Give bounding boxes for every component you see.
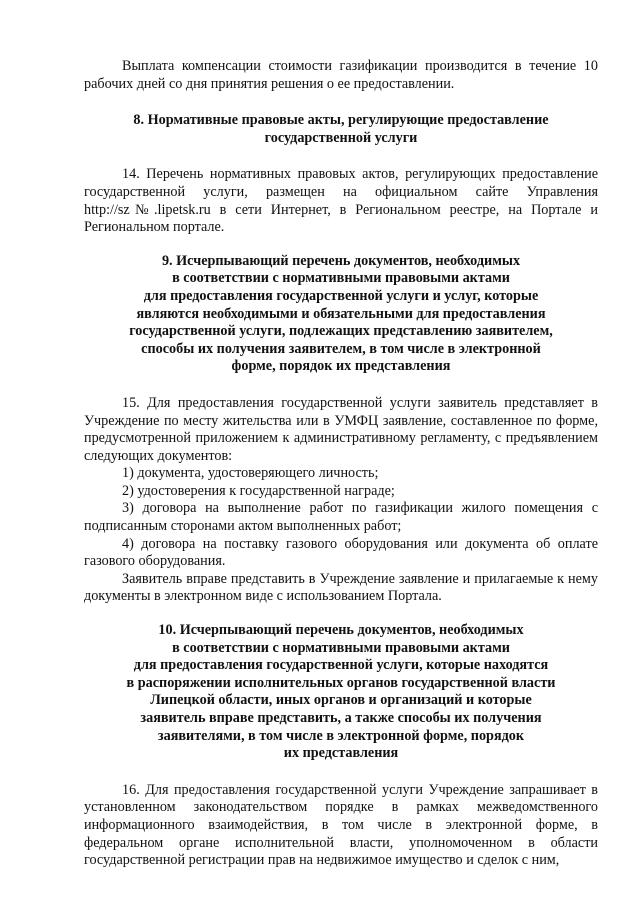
heading-line: способы их получения заявителем, в том числе в электронной (141, 340, 541, 357)
list-item: 2) удостоверения к государственной награде; (122, 482, 395, 499)
heading-line: для предоставления государственной услуги и услуг, которые (143, 287, 539, 304)
section-9-heading (84, 253, 598, 376)
heading-line: 9. Исчерпывающий перечень документов, необходимых (161, 252, 521, 269)
paragraph-14: 14. Перечень нормативных правовых актов, регулирующих предоставление государственной услуги, размещен на официальном сайте Управления http://sz№.lipetsk.ru в сети Интернет, в Региональном реестре, на Портале и Региональном портале. (84, 166, 598, 236)
heading-line: государственной услуги (264, 129, 418, 146)
heading-line: заявитель вправе представить, а также способы их получения (140, 710, 542, 726)
paragraph-16: 16. Для предоставления государственной услуги Учреждение запрашивает в установленном законодательством порядке в рамках межведомственного информационного взаимодействия, в том числе в электронной форме, в федеральном органе исполнительной власти, уполномоченном в области государственной регистрации прав на недвижимое имущество и сделок с ним, (84, 781, 598, 869)
heading-line: в распоряжении исполнительных органов государственной власти (126, 674, 556, 691)
heading-line: государственной услуги, подлежащих представлению заявителем, (129, 323, 553, 340)
section-10-heading (84, 622, 598, 763)
heading-line: заявителями, в том числе в электронной форме, порядок (157, 727, 525, 744)
document-page (84, 58, 598, 870)
heading-line: их представления (283, 745, 399, 762)
heading-line: в соответствии с нормативными правовыми актами (172, 270, 510, 287)
list-item: 3) договора на выполнение работ по газификации жилого помещения с подписанным сторонами актом выполненных работ; (84, 500, 598, 535)
heading-line: в соответствии с нормативными правовыми актами (172, 639, 510, 656)
heading-line: 10. Исчерпывающий перечень документов, необходимых (158, 622, 524, 639)
paragraph-electronic-submission: Заявитель вправе представить в Учреждение заявление и прилагаемые к нему документы в электронном виде с использованием Портала. (84, 570, 598, 605)
section-8-heading (84, 112, 598, 147)
list-item: 4) договора на поставку газового оборудования или документа об оплате газового оборудования. (84, 535, 598, 570)
heading-line: являются необходимыми и обязательными для предоставления (136, 305, 546, 322)
list-item: 1) документа, удостоверяющего личность; (122, 465, 379, 482)
heading-line: Липецкой области, иных органов и организаций и которые (150, 692, 532, 709)
heading-line: 8. Нормативные правовые акты, регулирующие предоставление (133, 112, 549, 129)
heading-line: форме, порядок их представления (231, 358, 451, 375)
paragraph-15: 15. Для предоставления государственной услуги заявитель представляет в Учреждение по месту жительства или в УМФЦ заявление, составленное по форме, предусмотренной приложением к административному регламенту, с предъявлением следующих документов: (84, 394, 598, 464)
heading-line: для предоставления государственной услуги, которые находятся (133, 657, 549, 674)
paragraph-compensation-payment: Выплата компенсации стоимости газификации производится в течение 10 рабочих дней со дня принятия решения о ее предоставлении. (84, 58, 598, 92)
